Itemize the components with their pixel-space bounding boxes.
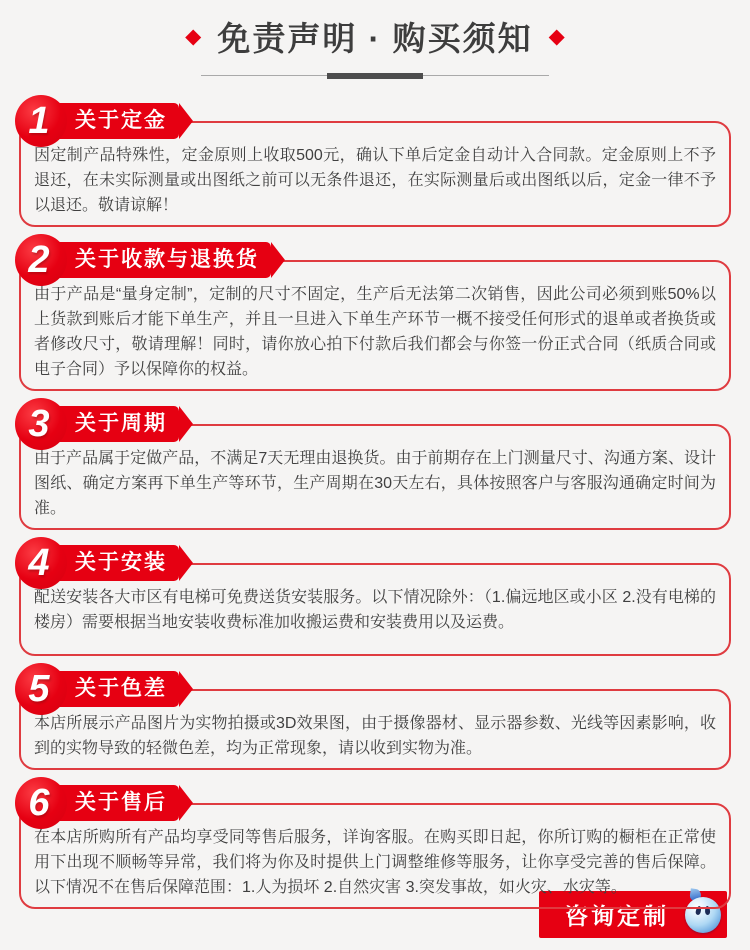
title-underline: [201, 73, 549, 79]
section-number-badge: 3: [15, 398, 67, 450]
section-header: [15, 398, 731, 450]
section-body: 由于产品是“量身定制”，定制的尺寸不固定，生产后无法第二次销售，因此公司必须到账50%以上货款到账后才能下单生产，并且一旦进入下单生产环节一概不接受任何形式的退单或者换货或者修改尺寸，敬请理解！同时，请你放心拍下付款后我们都会与你签一份正式合同（纸质合同或电子合同）予以保障你的权益。: [19, 260, 731, 391]
consult-button-label: 咨询定制: [565, 903, 669, 929]
section-header: [15, 537, 731, 589]
section-title-ribbon: 关于定金: [49, 103, 179, 139]
section-number-badge: 1: [15, 95, 67, 147]
section-production-cycle: [19, 398, 731, 530]
diamond-icon: ◆: [548, 25, 565, 48]
section-body: 本店所展示产品图片为实物拍摄或3D效果图，由于摄像器材、显示器参数、光线等因素影响，收到的实物导致的轻微色差，均为正常现象，请以收到实物为准。: [19, 689, 731, 770]
section-header: [15, 95, 731, 147]
section-header: [15, 234, 731, 286]
page-header: [0, 0, 750, 79]
diamond-icon: ◆: [185, 25, 202, 48]
section-title-ribbon: 关于安装: [49, 545, 179, 581]
section-installation: [19, 537, 731, 656]
section-title-ribbon: 关于收款与退换货: [49, 242, 271, 278]
section-body: 因定制产品特殊性，定金原则上收取500元，确认下单后定金自动计入合同款。定金原则上不予退还，在未实际测量或出图纸之前可以无条件退还，在实际测量后或出图纸以后，定金一律不予以退还。敬请谅解！: [19, 121, 731, 227]
page-title: 免责声明 · 购买须知: [217, 20, 533, 57]
section-body: 由于产品属于定做产品，不满足7天无理由退换货。由于前期存在上门测量尺寸、沟通方案、设计图纸、确定方案再下单生产等环节，生产周期在30天左右，具体按照客户与客服沟通确定时间为准。: [19, 424, 731, 530]
section-color-difference: [19, 663, 731, 770]
section-body: 在本店所购所有产品均享受同等售后服务，详询客服。在购买即日起，你所订购的橱柜在正常使用下出现不顺畅等异常，我们将为你及时提供上门调整维修等服务，让你享受完善的售后保障。以下情况不在售后保障范围：1.人为损坏 2.自然灾害 3.突发事故，如火灾、水灾等。: [19, 803, 731, 909]
notice-sections: [0, 79, 750, 909]
section-header: [15, 777, 731, 829]
section-number-badge: 4: [15, 537, 67, 589]
section-header: [15, 663, 731, 715]
section-body: 配送安装各大市区有电梯可免费送货安装服务。以下情况除外：（1.偏远地区或小区 2.没有电梯的楼房）需要根据当地安装收费标准加收搬运费和安装费用以及运费。: [19, 563, 731, 656]
section-title-ribbon: 关于售后: [49, 785, 179, 821]
section-payment-returns: [19, 234, 731, 391]
section-number-badge: 5: [15, 663, 67, 715]
section-title-ribbon: 关于周期: [49, 406, 179, 442]
section-number-badge: 6: [15, 777, 67, 829]
section-deposit: [19, 95, 731, 227]
section-number-badge: 2: [15, 234, 67, 286]
section-title-ribbon: 关于色差: [49, 671, 179, 707]
underline-thick-rule: [327, 73, 423, 79]
section-after-sales: [19, 777, 731, 909]
